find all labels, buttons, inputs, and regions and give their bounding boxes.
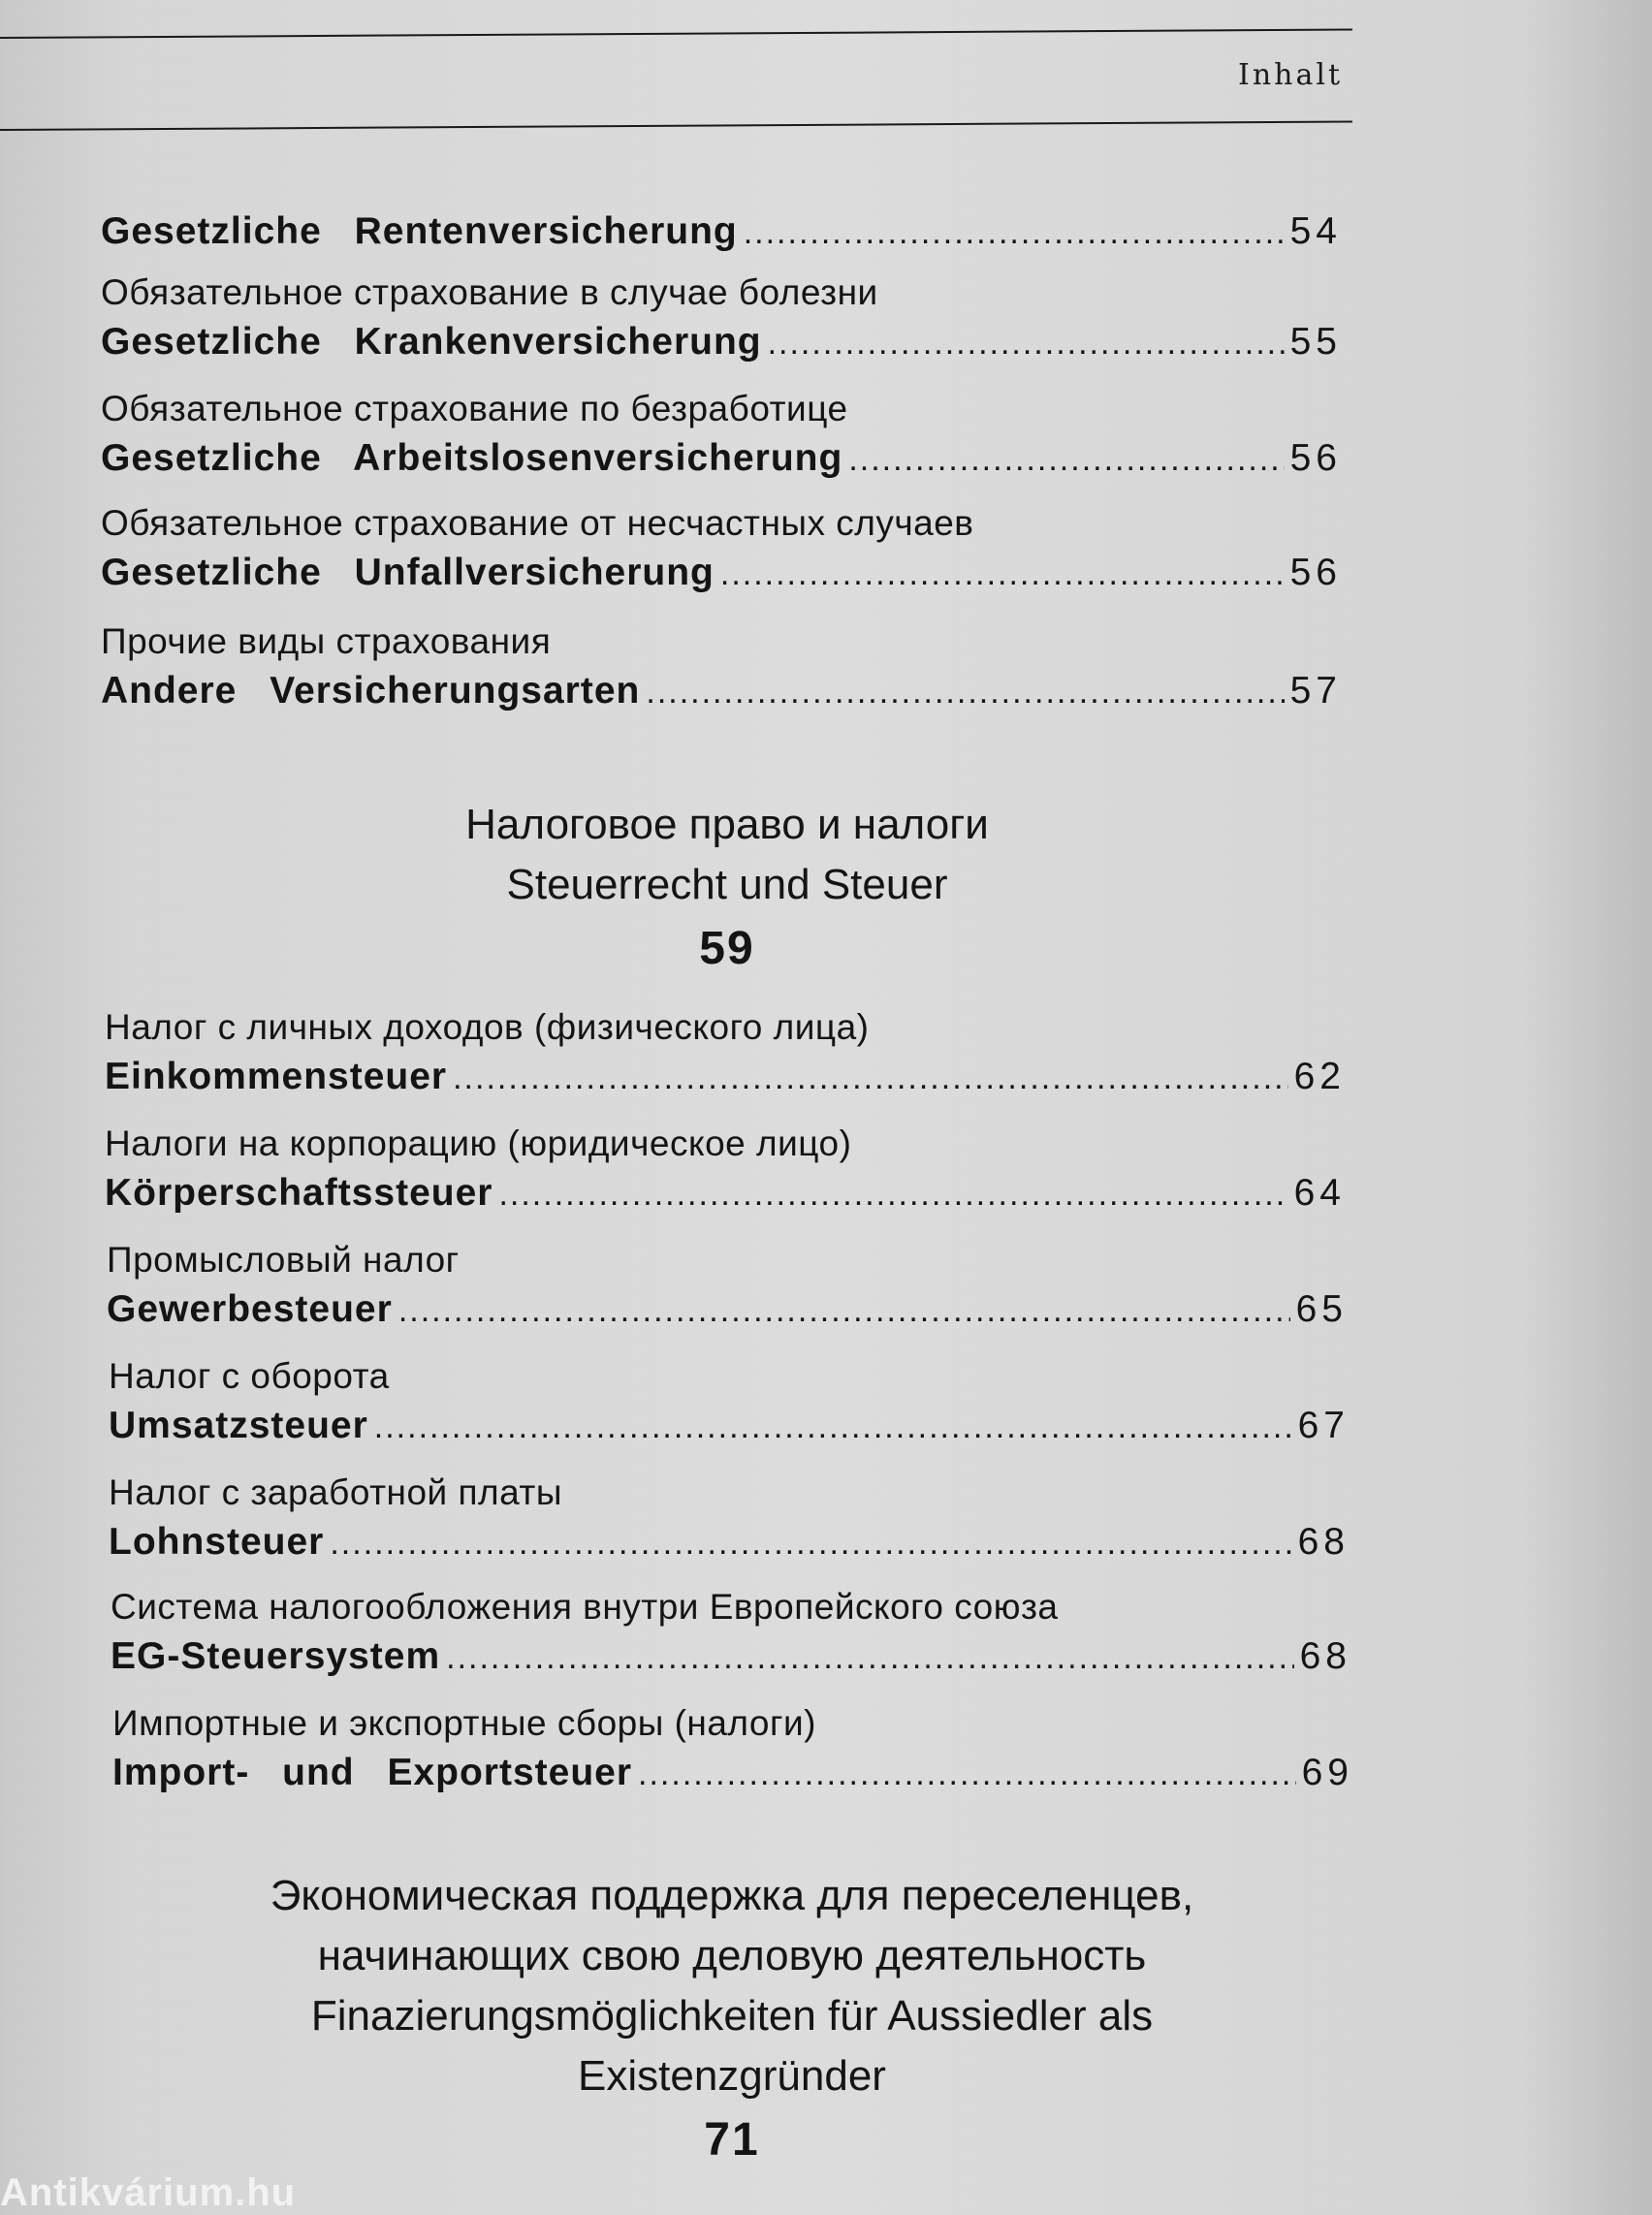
section-page: 59 (699, 923, 755, 974)
toc-entry-de-title: Gewerbesteuer (107, 1288, 393, 1330)
toc-entry-de-title: EG-Steuersystem (111, 1635, 441, 1677)
toc-entry-de-title: Einkommensteuer (105, 1056, 448, 1097)
toc-entry-page: 68 (1299, 1635, 1351, 1677)
section-de-title-line2: Existenzgründer (578, 2052, 886, 2100)
toc-entry-ru-title: Обязательное страхование по безработице (101, 389, 848, 428)
toc-entry-page: 54 (1289, 210, 1342, 252)
toc-entry-de-title: Lohnsteuer (109, 1521, 325, 1563)
leader-dots (848, 435, 1284, 484)
section-heading-tax[interactable] (145, 795, 1309, 983)
toc-entry-de-title: Gesetzliche Arbeitslosenversicherung (101, 437, 843, 479)
toc-entry-ru-title: Обязательное страхование от несчастных случаев (101, 503, 974, 543)
toc-entry-de-line (105, 1169, 1346, 1218)
toc-entry-ru-title: Импортные и экспортные сборы (налоги) (112, 1703, 816, 1743)
leader-dots (720, 550, 1285, 598)
toc-entry-ru-title: Налог с заработной платы (109, 1472, 562, 1512)
toc-entry-de-title: Umsatzsteuer (109, 1405, 368, 1446)
toc-entry-de-line (105, 1053, 1346, 1102)
toc-entry-de-line (111, 1632, 1351, 1682)
toc-entry-page: 57 (1289, 670, 1342, 712)
section-heading-support[interactable] (150, 1866, 1314, 2174)
toc-entry-arbeitslosenversicherung[interactable] (101, 388, 1342, 484)
running-header: Inhalt (1238, 58, 1344, 92)
section-de-title-line1: Finazierungsmöglichkeiten für Aussiedler als (310, 1992, 1154, 2040)
section-ru-title-line1: Экономическая поддержка для переселенцев, (270, 1872, 1194, 1919)
toc-entry-gewerbesteuer[interactable] (107, 1239, 1348, 1335)
toc-entry-page: 69 (1301, 1752, 1353, 1793)
toc-entry-ru-title: Система налогообложения внутри Европейского союза (111, 1587, 1059, 1627)
leader-dots (330, 1519, 1291, 1567)
toc-entry-page: 55 (1289, 321, 1342, 363)
toc-entry-page: 56 (1289, 552, 1342, 593)
toc-entry-unfallversicherung[interactable] (101, 502, 1342, 598)
toc-entry-de-line (112, 1749, 1353, 1798)
toc-entry-page: 65 (1295, 1288, 1348, 1330)
toc-entry-lohnsteuer[interactable] (109, 1471, 1350, 1567)
leader-dots (453, 1054, 1288, 1102)
toc-entry-ru-title: Обязательное страхование в случае болезни (101, 272, 878, 312)
leader-dots (446, 1633, 1293, 1682)
toc-entry-koerperschaftssteuer[interactable] (105, 1123, 1346, 1218)
section-de-title: Steuerrecht und Steuer (506, 861, 948, 908)
leader-dots (498, 1170, 1287, 1218)
toc-entry-de-title: Gesetzliche Rentenversicherung (101, 210, 738, 252)
toc-entry-ru-title: Промысловый налог (107, 1240, 460, 1280)
toc-entry-page: 62 (1293, 1056, 1346, 1097)
toc-entry-ru-title: Налоги на корпорацию (юридическое лицо) (105, 1123, 852, 1163)
toc-entry-de-line (101, 667, 1342, 716)
leader-dots (744, 208, 1285, 257)
toc-entry-de-line (101, 434, 1342, 484)
watermark: Antikvárium.hu (0, 2171, 297, 2214)
header-rule-top (0, 28, 1352, 39)
toc-entry-import-exportsteuer[interactable] (112, 1702, 1353, 1798)
toc-entry-page: 67 (1297, 1405, 1350, 1446)
section-page: 71 (704, 2114, 760, 2166)
leader-dots (638, 1750, 1296, 1798)
toc-entry-de-line (101, 318, 1342, 367)
toc-entry-einkommensteuer[interactable] (105, 1006, 1346, 1102)
toc-entry-ru-title: Налог с личных доходов (физического лица) (105, 1007, 870, 1047)
toc-entry-de-title: Andere Versicherungsarten (101, 670, 641, 712)
toc-entry-de-title: Import- und Exportsteuer (112, 1752, 633, 1793)
toc-entry-de-line (109, 1402, 1350, 1451)
toc-entry-de-line (107, 1285, 1348, 1335)
header-rule-bottom (0, 120, 1352, 131)
toc-entry-andere-versicherungsarten[interactable] (101, 620, 1342, 716)
leader-dots (646, 668, 1284, 716)
toc-entry-de-title: Körperschaftssteuer (105, 1172, 493, 1214)
toc-entry-de-line (101, 549, 1342, 598)
toc-entry-eg-steuersystem[interactable] (111, 1586, 1351, 1682)
toc-entry-ru-title: Налог с оборота (109, 1356, 390, 1396)
section-ru-title-line2: начинающих свою деловую деятельность (317, 1932, 1147, 1979)
leader-dots (768, 319, 1285, 367)
toc-entry-page: 68 (1297, 1521, 1350, 1563)
leader-dots (398, 1286, 1290, 1335)
toc-entry-de-line (109, 1518, 1350, 1567)
toc-entry-krankenversicherung[interactable] (101, 271, 1342, 367)
toc-entry-umsatzsteuer[interactable] (109, 1355, 1350, 1451)
toc-entry-page: 64 (1293, 1172, 1346, 1214)
section-ru-title: Налоговое право и налоги (465, 801, 989, 848)
toc-entry-de-title: Gesetzliche Krankenversicherung (101, 321, 762, 363)
toc-entry-de-line (101, 207, 1342, 257)
toc-entry-ru-title: Прочие виды страхования (101, 621, 552, 661)
toc-entry-de-title: Gesetzliche Unfallversicherung (101, 552, 715, 593)
leader-dots (374, 1403, 1292, 1451)
toc-entry-page: 56 (1289, 437, 1342, 479)
toc-entry-rentenversicherung[interactable] (101, 204, 1342, 257)
